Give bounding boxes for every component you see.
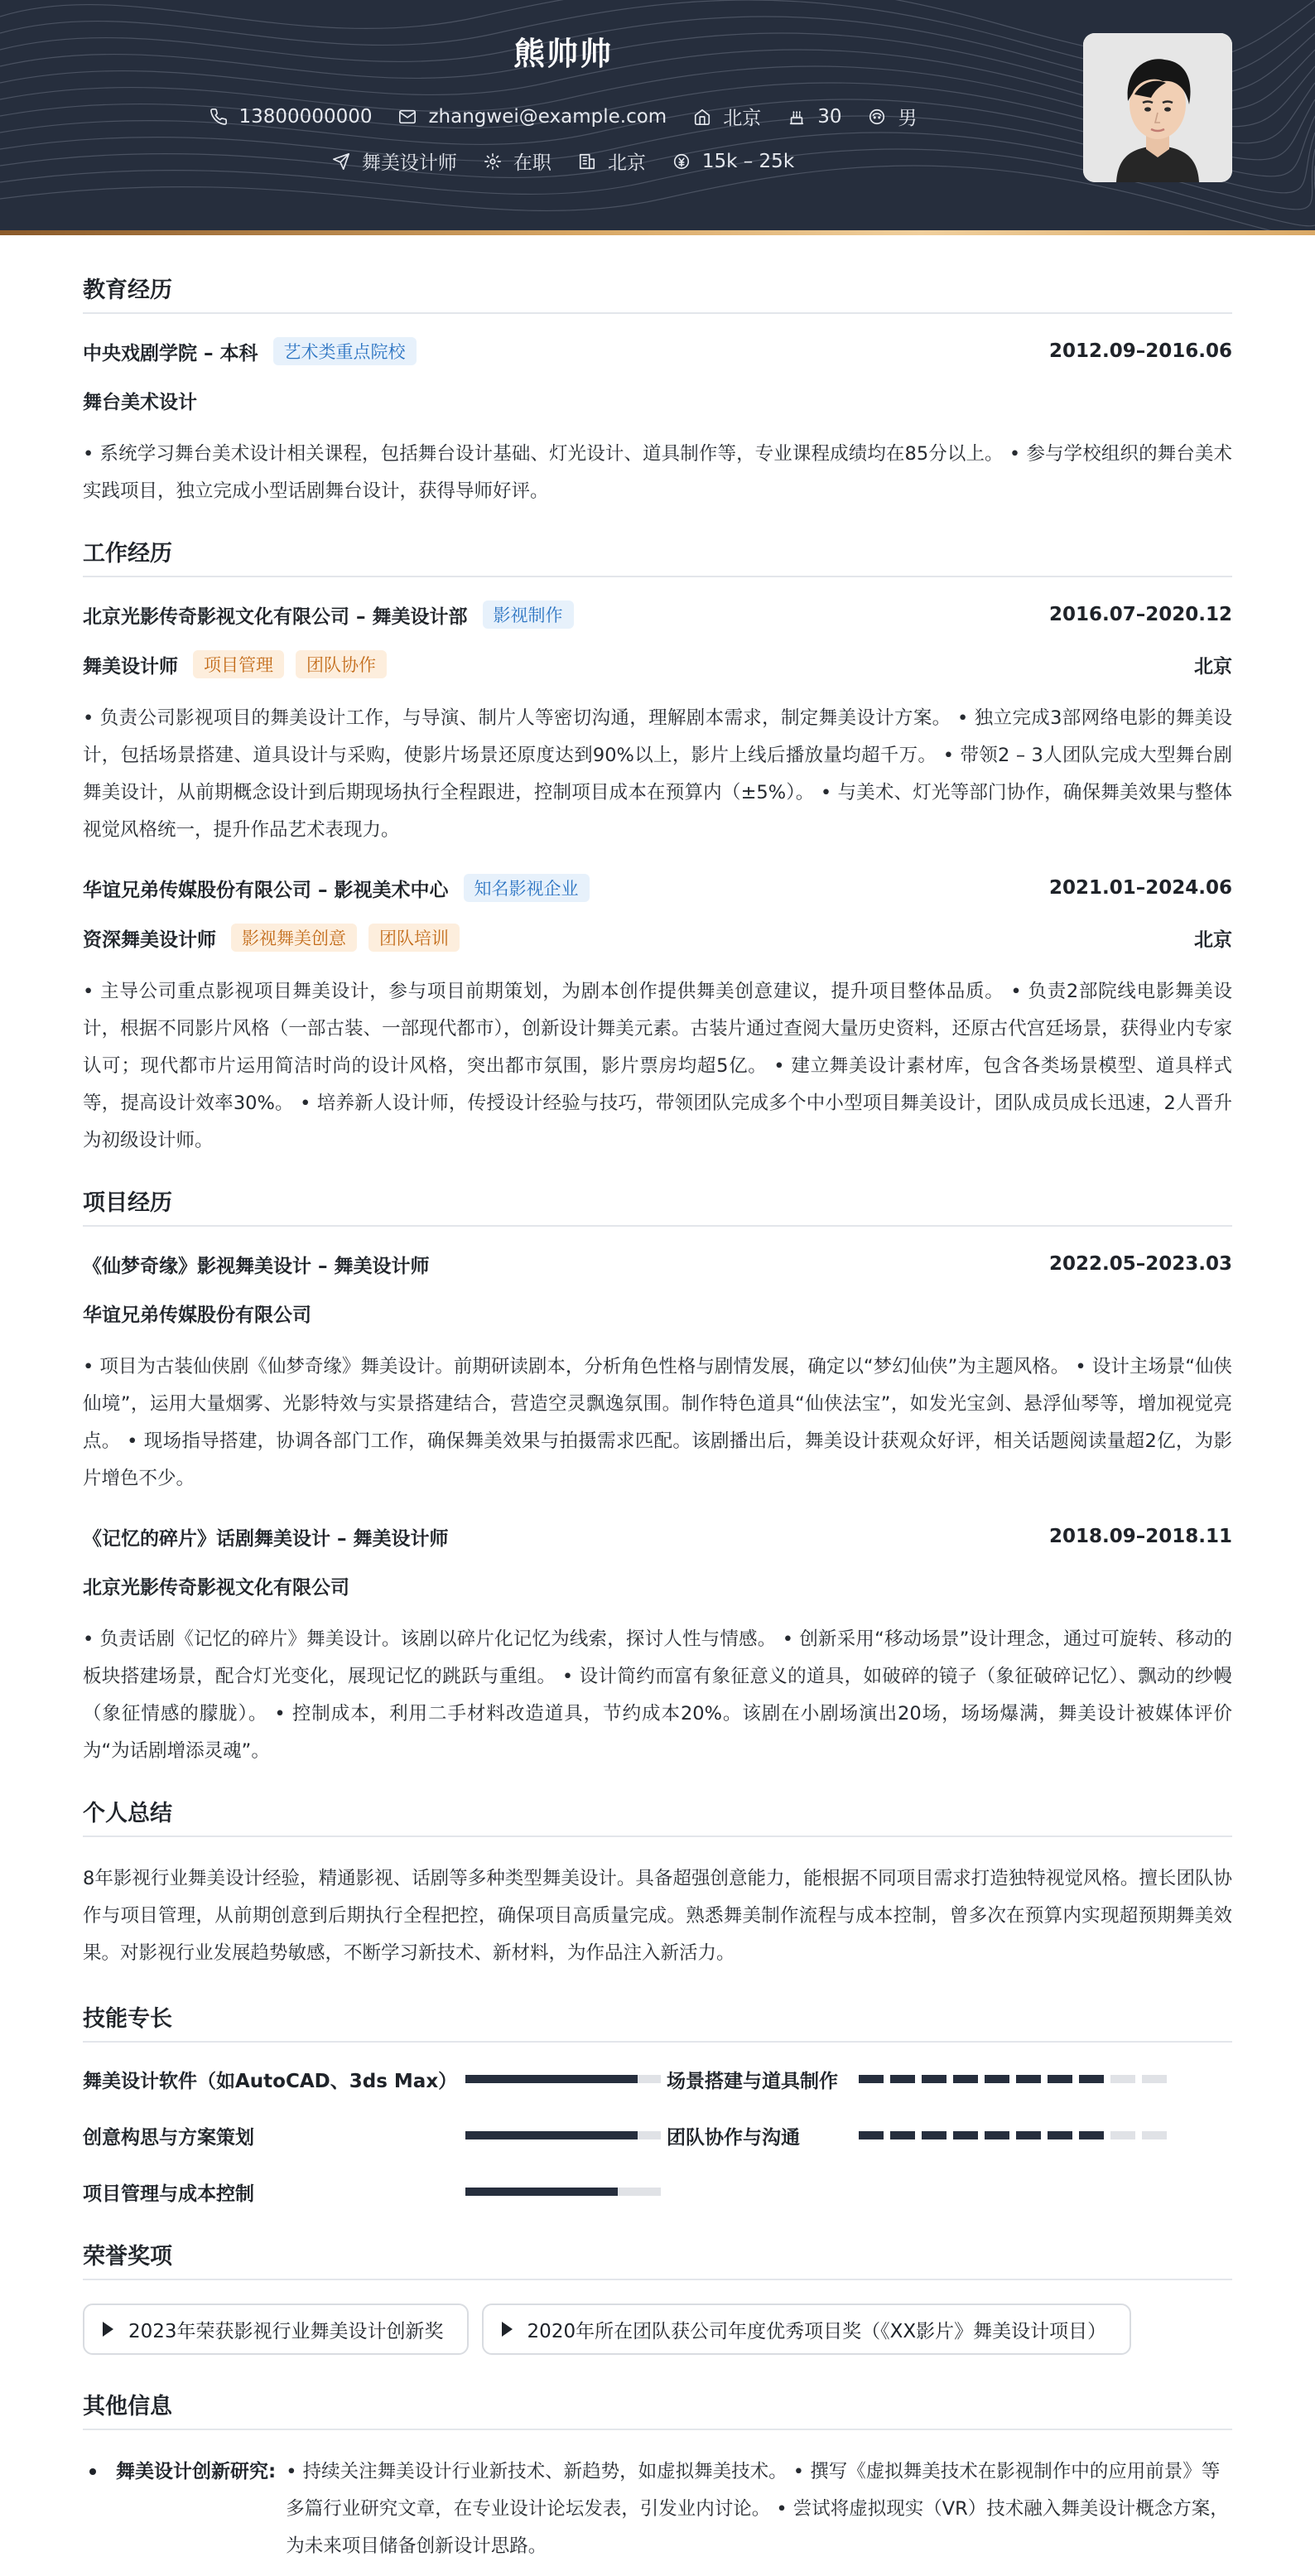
work-role-row — [83, 924, 1232, 952]
skill-level-dash — [859, 2131, 884, 2139]
email-icon — [398, 108, 417, 126]
age-icon — [788, 108, 806, 126]
salary-item — [672, 151, 794, 172]
work-city: 北京 — [1194, 929, 1232, 951]
candidate-name: 熊帅帅 — [513, 36, 613, 72]
email-text: zhangwei@example.com — [428, 105, 667, 128]
work-section — [83, 535, 1232, 1160]
school-tag: 艺术类重点院校 — [273, 337, 417, 365]
project-company: 华谊兄弟传媒股份有限公司 — [83, 1305, 311, 1326]
work-role-row — [83, 650, 1232, 678]
project-entry — [83, 1522, 1232, 1770]
skill-name: 项目管理与成本控制 — [83, 2183, 254, 2205]
job-intent-row — [0, 147, 1126, 175]
section-title-education: 教育经历 — [83, 272, 1232, 314]
skill-level-dash — [985, 2075, 1009, 2083]
skill-name: 创意构思与方案策划 — [83, 2126, 254, 2149]
section-title-honors: 荣誉奖项 — [83, 2238, 1232, 2280]
work-company: 北京光影传奇影视文化有限公司 – 舞美设计部 — [83, 605, 468, 628]
project-title-row — [83, 1250, 1232, 1278]
job-title-text: 舞美设计师 — [361, 152, 457, 174]
education-date: 2012.09–2016.06 — [1048, 340, 1232, 362]
age-text: 30 — [817, 105, 842, 128]
skill-item — [667, 2122, 1232, 2149]
location-item — [693, 103, 761, 130]
skill-level-bar — [465, 2188, 661, 2196]
skill-level-dash — [1016, 2075, 1041, 2083]
avatar-portrait-icon — [1083, 33, 1232, 182]
location-text: 北京 — [723, 108, 762, 129]
skill-level-dash — [1142, 2075, 1167, 2083]
other-text: • 持续关注舞美设计行业新技术、新趋势，如虚拟舞美技术。 • 撰写《虚拟舞美技术在影视制作中的应用前景》等多篇行业研究文章，在专业设计论坛发表，引发业内讨论。 • 尝试将虚拟现实（VR）技术融入舞美设计概念方案，为未来项目储备创新设计思路。 — [286, 2461, 1229, 2557]
education-major: 舞台美术设计 — [83, 392, 197, 413]
skill-level-dash — [922, 2075, 947, 2083]
skill-level-bar — [465, 2131, 661, 2139]
work-city: 北京 — [1194, 655, 1232, 678]
skill-name: 场景搭建与道具制作 — [667, 2070, 838, 2092]
work-role: 舞美设计师 — [83, 655, 178, 678]
work-role-tag: 团队培训 — [368, 924, 460, 952]
phone-item — [210, 106, 373, 128]
skill-level-fill — [465, 2075, 638, 2083]
work-role-tag: 影视舞美创意 — [231, 924, 357, 952]
skill-level-dash — [1048, 2131, 1072, 2139]
work-date: 2016.07–2020.12 — [1048, 604, 1232, 625]
skill-item — [83, 2178, 667, 2205]
skill-level-dash — [859, 2075, 884, 2083]
education-header-row — [83, 337, 1232, 365]
home-icon — [693, 108, 711, 126]
work-role-tag: 项目管理 — [193, 650, 284, 678]
work-company-group — [83, 601, 574, 629]
project-title-row — [83, 1522, 1232, 1551]
gender-text: 男 — [898, 108, 918, 129]
project-entry — [83, 1250, 1232, 1498]
skill-name: 舞美设计软件（如AutoCAD、3ds Max） — [83, 2070, 458, 2092]
project-date: 2018.09–2018.11 — [1048, 1526, 1232, 1547]
work-role-tag: 团队协作 — [296, 650, 387, 678]
award-item — [482, 2303, 1132, 2355]
skill-level-dash — [1079, 2075, 1104, 2083]
skill-level-dash — [1079, 2131, 1104, 2139]
work-role: 资深舞美设计师 — [83, 929, 216, 951]
gender-item — [868, 103, 917, 130]
skill-level-dash — [1110, 2131, 1135, 2139]
awards-list — [83, 2303, 1232, 2355]
work-company: 华谊兄弟传媒股份有限公司 – 影视美术中心 — [83, 879, 449, 901]
skill-level-fill — [465, 2188, 618, 2196]
skill-item — [83, 2122, 667, 2149]
work-company-row — [83, 874, 1232, 902]
skills-section — [83, 2000, 1232, 2205]
work-description: • 主导公司重点影视项目舞美设计，参与项目前期策划，为剧本创作提供舞美创意建议，提升项目整体品质。 • 负责2部院线电影舞美设计，根据不同影片风格（一部古装、一部现代都市），创新设计舞美元素。古装片通过查阅大量历史资料，还原古代宫廷场景，获得业内专家认可；现代都市片运用简洁时尚的设计风格，突出都市氛围，影片票房均超5亿。 • 建立舞美设计素材库，包含各类场景模型、道具样式等，提高设计效率30%。 • 培养新人设计师，传授设计经验与技巧，带领团队完成多个中小型项目舞美设计，团队成员成长迅速，2人晋升为初级设计师。 — [83, 981, 1232, 1151]
project-title: 《仙梦奇缘》影视舞美设计 – 舞美设计师 — [83, 1255, 430, 1277]
skill-name: 团队协作与沟通 — [667, 2126, 800, 2149]
salary-text: 15k – 25k — [701, 150, 795, 172]
building-icon — [578, 152, 596, 171]
school-name: 中央戏剧学院 – 本科 — [83, 342, 258, 364]
skill-level-dash — [890, 2131, 915, 2139]
gender-icon — [868, 108, 886, 126]
other-label: 舞美设计创新研究: — [116, 2461, 277, 2482]
phone-text: 13800000000 — [238, 105, 373, 128]
email-item — [398, 106, 667, 128]
section-title-projects: 项目经历 — [83, 1184, 1232, 1227]
work-city-item — [578, 147, 646, 175]
work-company-tag: 影视制作 — [483, 601, 574, 629]
skill-level-dash — [922, 2131, 947, 2139]
skill-item — [667, 2066, 1232, 2092]
play-triangle-icon — [103, 2322, 113, 2337]
project-company: 北京光影传奇影视文化有限公司 — [83, 1577, 349, 1599]
send-icon — [332, 152, 350, 171]
age-item — [788, 106, 841, 128]
work-city-text: 北京 — [607, 152, 646, 174]
summary-section — [83, 1795, 1232, 1972]
skill-level-dash — [1110, 2075, 1135, 2083]
project-description: • 负责话剧《记忆的碎片》舞美设计。该剧以碎片化记忆为线索，探讨人性与情感。 • 创新采用“移动场景”设计理念，通过可旋转、移动的板块搭建场景，配合灯光变化，展现记忆的跳跃与重组。 • 设计简约而富有象征意义的道具，如破碎的镜子（象征破碎记忆）、飘动的纱幔（象征情感的朦胧）。 • 控制成本，利用二手材料改造道具，节约成本20%。该剧在小剧场演出20场，场场爆满，舞美设计被媒体评价为“为话剧增添灵魂”。 — [83, 1628, 1232, 1762]
phone-icon — [210, 108, 228, 126]
skill-level-dash — [1016, 2131, 1041, 2139]
work-company-row — [83, 601, 1232, 629]
section-title-work: 工作经历 — [83, 535, 1232, 577]
work-role-group — [83, 924, 460, 952]
skill-level-dashes — [859, 2075, 1173, 2083]
education-school-group — [83, 337, 417, 365]
work-date: 2021.01–2024.06 — [1048, 877, 1232, 899]
work-description: • 负责公司影视项目的舞美设计工作，与导演、制片人等密切沟通，理解剧本需求，制定舞美设计方案。 • 独立完成3部网络电影的舞美设计，包括场景搭建、道具设计与采购，使影片场景还原度达到90%以上，影片上线后播放量均超千万。 • 带领2 – 3人团队完成大型舞台剧舞美设计，从前期概念设计到后期现场执行全程跟进，控制项目成本在预算内（±5%）。 • 与美术、灯光等部门协作，确保舞美效果与整体视觉风格统一，提升作品艺术表现力。 — [83, 707, 1232, 841]
resume-body — [83, 235, 1232, 2565]
contact-row — [0, 103, 1126, 130]
section-title-other: 其他信息 — [83, 2388, 1232, 2430]
work-company-group — [83, 874, 590, 902]
other-section — [83, 2388, 1232, 2565]
project-date: 2022.05–2023.03 — [1048, 1253, 1232, 1275]
status-icon — [484, 152, 502, 171]
award-text: 2023年荣获影视行业舞美设计创新奖 — [128, 2320, 444, 2342]
project-title: 《记忆的碎片》话剧舞美设计 – 舞美设计师 — [83, 1527, 449, 1550]
avatar — [1083, 33, 1232, 182]
education-section — [83, 272, 1232, 510]
projects-section — [83, 1184, 1232, 1770]
status-text: 在职 — [513, 152, 552, 174]
work-entry — [83, 601, 1232, 849]
summary-text: 8年影视行业舞美设计经验，精通影视、话剧等多种类型舞美设计。具备超强创意能力，能根据不同项目需求打造独特视觉风格。擅长团队协作与项目管理，从前期创意到后期执行全程把控，确保项目高质量完成。熟悉舞美制作流程与成本控制，曾多次在预算内实现超预期舞美效果。对影视行业发展趋势敏感，不断学习新技术、新材料，为作品注入新活力。 — [83, 1868, 1232, 1964]
skill-level-dash — [1142, 2131, 1167, 2139]
work-entry — [83, 874, 1232, 1160]
work-company-tag: 知名影视企业 — [464, 874, 590, 902]
skill-level-dash — [1048, 2075, 1072, 2083]
bullet-dot-icon — [89, 2468, 96, 2475]
play-triangle-icon — [502, 2322, 513, 2337]
skill-level-dash — [953, 2131, 978, 2139]
work-role-group — [83, 650, 387, 678]
section-title-summary: 个人总结 — [83, 1795, 1232, 1837]
project-description: • 项目为古装仙侠剧《仙梦奇缘》舞美设计。前期研读剧本，分析角色性格与剧情发展，确定以“梦幻仙侠”为主题风格。 • 设计主场景“仙侠仙境”，运用大量烟雾、光影特效与实景搭建结合，营造空灵飘逸氛围。制作特色道具“仙侠法宝”，如发光宝剑、悬浮仙琴等，增加视觉亮点。 • 现场指导搭建，协调各部门工作，确保舞美效果与拍摄需求匹配。该剧播出后，舞美设计获观众好评，相关话题阅读量超2亿，为影片增色不少。 — [83, 1356, 1232, 1489]
section-title-skills: 技能专长 — [83, 2000, 1232, 2043]
status-item — [484, 147, 552, 175]
skill-level-dashes — [859, 2131, 1173, 2139]
award-item — [83, 2303, 469, 2355]
award-text: 2020年所在团队获公司年度优秀项目奖（《XX影片》舞美设计项目） — [527, 2320, 1107, 2342]
skill-item — [83, 2066, 667, 2092]
resume-header — [0, 0, 1315, 235]
education-description: • 系统学习舞台美术设计相关课程，包括舞台设计基础、灯光设计、道具制作等，专业课程成绩均在85分以上。 • 参与学校组织的舞台美术实践项目，独立完成小型话剧舞台设计，获得导师好评。 — [83, 443, 1232, 502]
job-title-item — [332, 147, 457, 175]
skills-grid — [83, 2066, 1232, 2205]
education-entry — [83, 337, 1232, 510]
skill-level-dash — [985, 2131, 1009, 2139]
honors-section — [83, 2238, 1232, 2355]
skill-level-dash — [953, 2075, 978, 2083]
skill-level-dash — [890, 2075, 915, 2083]
other-item — [83, 2453, 1232, 2565]
skill-level-fill — [465, 2131, 638, 2139]
salary-icon — [672, 152, 691, 171]
skill-level-bar — [465, 2075, 661, 2083]
